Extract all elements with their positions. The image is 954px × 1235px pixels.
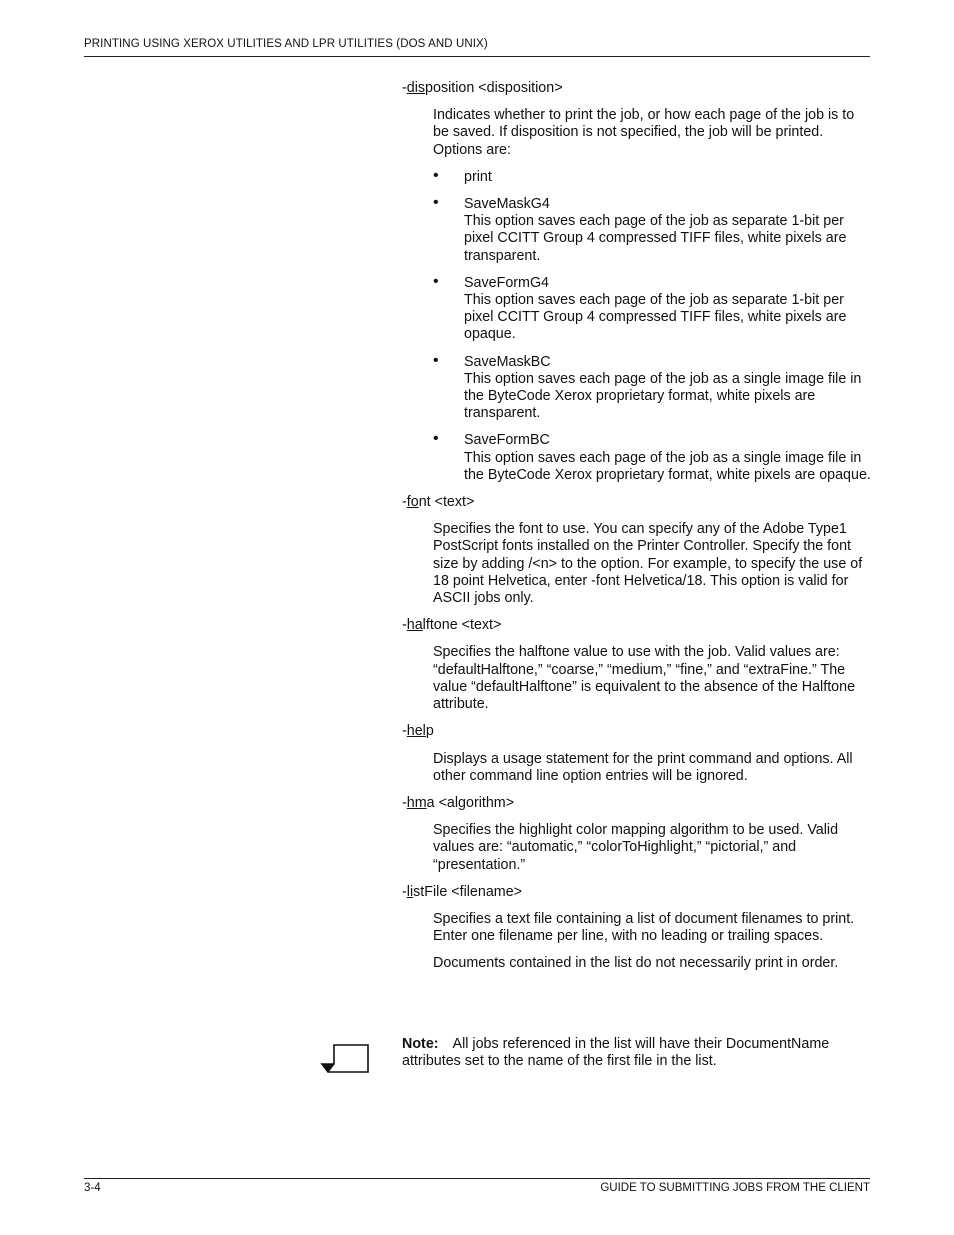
bullet-icon: • [433,272,439,290]
bullet-icon: • [433,430,439,448]
option-description: Specifies the highlight color mapping algorithm to be used. Valid values are: “automatic,” “colorToHighlight,” “pictorial,” and “presentation.” [433,822,839,873]
note-label: Note: [402,1036,439,1052]
option-abbreviation: li [406,883,414,900]
option-description: Indicates whether to print the job, or how each page of the job is to be saved. If disposition is not specified, the job will be printed. Options are: [433,107,855,158]
list-item-label: SaveMaskG4 [464,196,550,213]
option-description: Specifies the halftone value to use with the job. Valid values are: “defaultHalftone,” “coarse,” “medium,” “fine,” and “extraFine.” The value “defaultHalftone” is equivalent to the absence of the Halftone attribute. [433,644,856,713]
note-icon [320,1042,372,1076]
footer-rule [84,1178,870,1179]
option-name-rest: a <algorithm> [426,794,515,811]
note-text: All jobs referenced in the list will have their DocumentName attributes set to the name of the first file in the list. [402,1036,830,1070]
list-item [433,166,872,186]
option-description: Displays a usage statement for the print command and options. All other command line option entries will be ignored. [433,750,853,784]
option-term: -halftone <text> [402,617,502,634]
option-term: -listFile <filename> [402,883,522,900]
option-abbreviation: fo [406,494,419,511]
running-header: PRINTING USING XEROX UTILITIES AND LPR UTILITIES (DOS AND UNIX) [84,38,488,50]
list-item-label: SaveMaskBC [464,353,551,370]
list-item [433,196,872,265]
option-abbreviation: dis [406,80,426,96]
option-name-rest: lftone <text> [422,617,502,634]
option-name-rest: stFile <filename> [413,883,522,900]
option-term: -help [402,723,434,740]
list-item-label: SaveFormG4 [464,274,550,291]
page-number: 3-4 [84,1182,101,1194]
option-name-rest: p [425,723,434,740]
list-item-description: This option saves each page of the job as a single image file in the ByteCode Xerox proprietary format, white pixels are opaque. [464,449,871,483]
list-item [433,272,872,344]
option-term: -disposition <disposition> [402,80,563,96]
option-name-rest: position <disposition> [425,80,563,96]
option-abbreviation: hm [406,794,427,811]
list-item-description: This option saves each page of the job as separate 1-bit per pixel CCITT Group 4 compressed TIFF files, white pixels are transparent. [464,213,847,264]
option-abbreviation: ha [406,617,423,634]
disposition-values-list [433,166,872,484]
list-item [433,351,872,423]
option-description: Documents contained in the list do not necessarily print in order. [433,955,839,972]
bullet-icon: • [433,194,439,212]
option-description: Specifies the font to use. You can specify any of the Adobe Type1 PostScript fonts installed on the Printer Controller. Specify the font size by adding /<n> to the option. For example, to specify the use of 18 point Helvetica, enter -font Helvetica/18. This option is valid for ASCII jobs only. [433,521,863,607]
list-item [433,432,872,484]
header-rule [84,56,870,57]
option-description: Specifies a text file containing a list of document filenames to print. Enter one filename per line, with no leading or trailing spaces. [433,910,855,945]
list-item-label: SaveFormBC [464,432,550,449]
list-item-description: This option saves each page of the job as separate 1-bit per pixel CCITT Group 4 compressed TIFF files, white pixels are opaque. [464,292,847,343]
bullet-icon: • [433,166,439,184]
options-list [402,80,872,983]
list-item-description: This option saves each page of the job as a single image file in the ByteCode Xerox proprietary format, white pixels are transparent. [464,370,862,422]
option-term: -font <text> [402,494,475,511]
option-name-rest: nt <text> [418,494,475,511]
note [402,1036,872,1070]
footer-title: GUIDE TO SUBMITTING JOBS FROM THE CLIENT [600,1182,870,1194]
bullet-icon: • [433,351,439,369]
option-term: -hma <algorithm> [402,794,515,811]
option-abbreviation: hel [406,723,426,740]
list-item-label: print [464,168,492,185]
